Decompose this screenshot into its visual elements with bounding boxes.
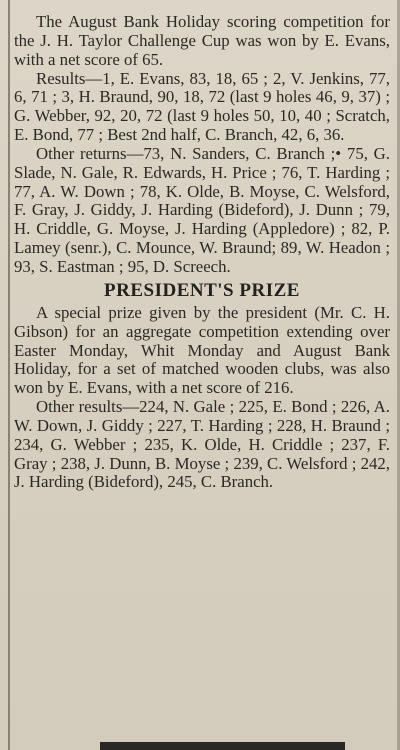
bottom-rule — [100, 742, 345, 750]
article-column — [14, 13, 390, 492]
section-heading: PRESIDENT'S PRIZE — [104, 279, 300, 301]
intro-paragraph: The August Bank Holiday scoring competition for the J. H. Taylor Challenge Cup was won by E. Evans, with a net score of 65. — [14, 12, 390, 69]
prize-results-paragraph: Other results—224, N. Gale ; 225, E. Bond ; 226, A. W. Down, J. Giddy ; 227, T. Harding ; 228, H. Braund ; 234, G. Webber ; 235, K. Olde, H. Criddle ; 237, F. Gray ; 238, J. Dunn, B. Moyse ; 239, C. Welsford ; 242, J. Harding (Bideford), 245, C. Branch. — [14, 397, 390, 492]
prize-paragraph: A special prize given by the president (Mr. C. H. Gibson) for an aggregate competition extending over Easter Monday, Whit Monday and August Bank Holiday, for a set of matched wooden clubs, was also won by E. Evans, with a net score of 216. — [14, 302, 390, 398]
results-paragraph: Results—1, E. Evans, 83, 18, 65 ; 2, V. Jenkins, 77, 6, 71 ; 3, H. Braund, 90, 18, 72 (last 9 holes 46, 9, 37) ; G. Webber, 92, 20, 72 (last 9 holes 50, 10, 40 ; Scratch, E. Bond, 77 ; Best 2nd half, C. Branch, 42, 6, 36. — [14, 68, 390, 145]
other-returns-paragraph: Other returns—73, N. Sanders, C. Branch ;• 75, G. Slade, N. Gale, R. Edwards, H. Price ; 76, T. Harding ; 77, A. W. Down ; 78, K. Olde, B. Moyse, C. Welsford, F. Gray, J. Giddy, J. Harding (Bideford), J. Dunn ; 79, H. Criddle, G. Moyse, J. Harding (Appledore) ; 82, P. Lamey (senr.), C. Mounce, W. Braund; 89, W. Headon ; 93, S. Eastman ; 95, D. Screech. — [14, 143, 390, 276]
column-rule — [8, 0, 10, 750]
